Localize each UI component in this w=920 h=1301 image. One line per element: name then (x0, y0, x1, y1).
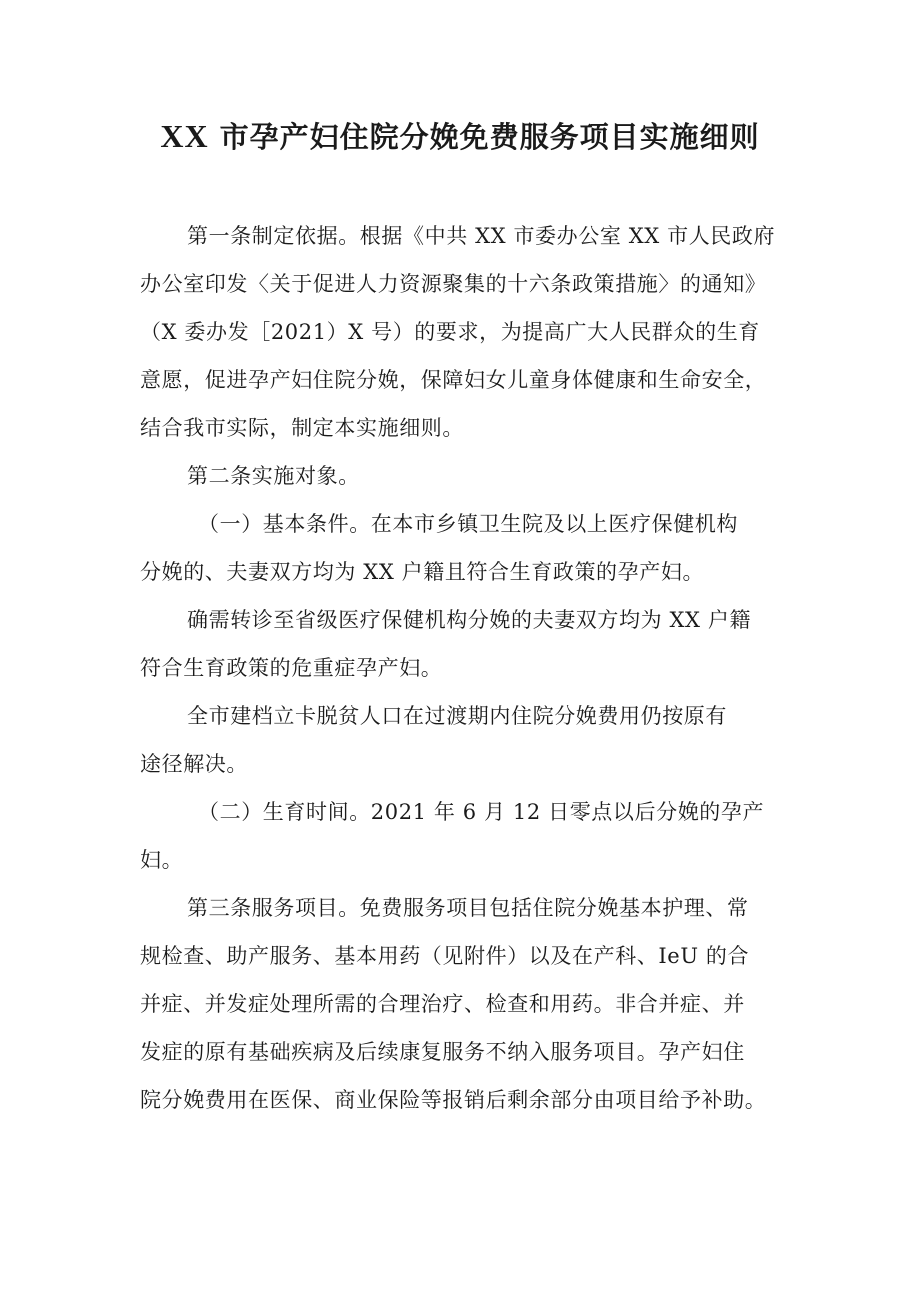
text-line: （一）基本条件。在本市乡镇卫生院及以上医疗保健机构 (198, 512, 738, 536)
text-line: 全市建档立卡脱贫人口在过渡期内住院分娩费用仍按原有 (187, 704, 727, 728)
text-line: （二）生育时间。2021 年 6 月 12 日零点以后分娩的孕产 (198, 800, 765, 824)
text-line: 分娩的、夫妻双方均为 XX 户籍且符合生育政策的孕产妇。 (140, 560, 705, 584)
text-line: 意愿，促进孕产妇住院分娩，保障妇女儿童身体健康和生命安全， (140, 368, 767, 392)
text-line: 确需转诊至省级医疗保健机构分娩的夫妻双方均为 XX 户籍 (187, 608, 752, 632)
text-line: 并症、并发症处理所需的合理治疗、检查和用药。非合并症、并 (140, 992, 745, 1016)
document-body (140, 212, 780, 1124)
text-line: 结合我市实际，制定本实施细则。 (140, 416, 464, 440)
text-line: 途径解决。 (140, 752, 248, 776)
text-line: 第二条实施对象。 (187, 464, 360, 488)
text-line: （X 委办发［2021）X 号）的要求，为提高广大人民群众的生育 (140, 320, 760, 344)
title-prefix: XX (160, 118, 209, 154)
document-title (0, 116, 920, 157)
text-line: 妇。 (140, 848, 184, 872)
text-line: 第三条服务项目。免费服务项目包括住院分娩基本护理、常 (187, 896, 749, 920)
text-line: 符合生育政策的危重症孕产妇。 (140, 656, 443, 680)
text-line: 院分娩费用在医保、商业保险等报销后剩余部分由项目给予补助。 (140, 1088, 767, 1112)
text-line: 办公室印发〈关于促进人力资源聚集的十六条政策措施〉的通知》 (140, 272, 767, 296)
text-line: 第一条制定依据。根据《中共 XX 市委办公室 XX 市人民政府 (187, 224, 776, 248)
title-main: 市孕产妇住院分娩免费服务项目实施细则 (219, 120, 760, 154)
text-line: 发症的原有基础疾病及后续康复服务不纳入服务项目。孕产妇住 (140, 1040, 745, 1064)
text-line: 规检查、助产服务、基本用药（见附件）以及在产科、IeU 的合 (140, 944, 750, 968)
